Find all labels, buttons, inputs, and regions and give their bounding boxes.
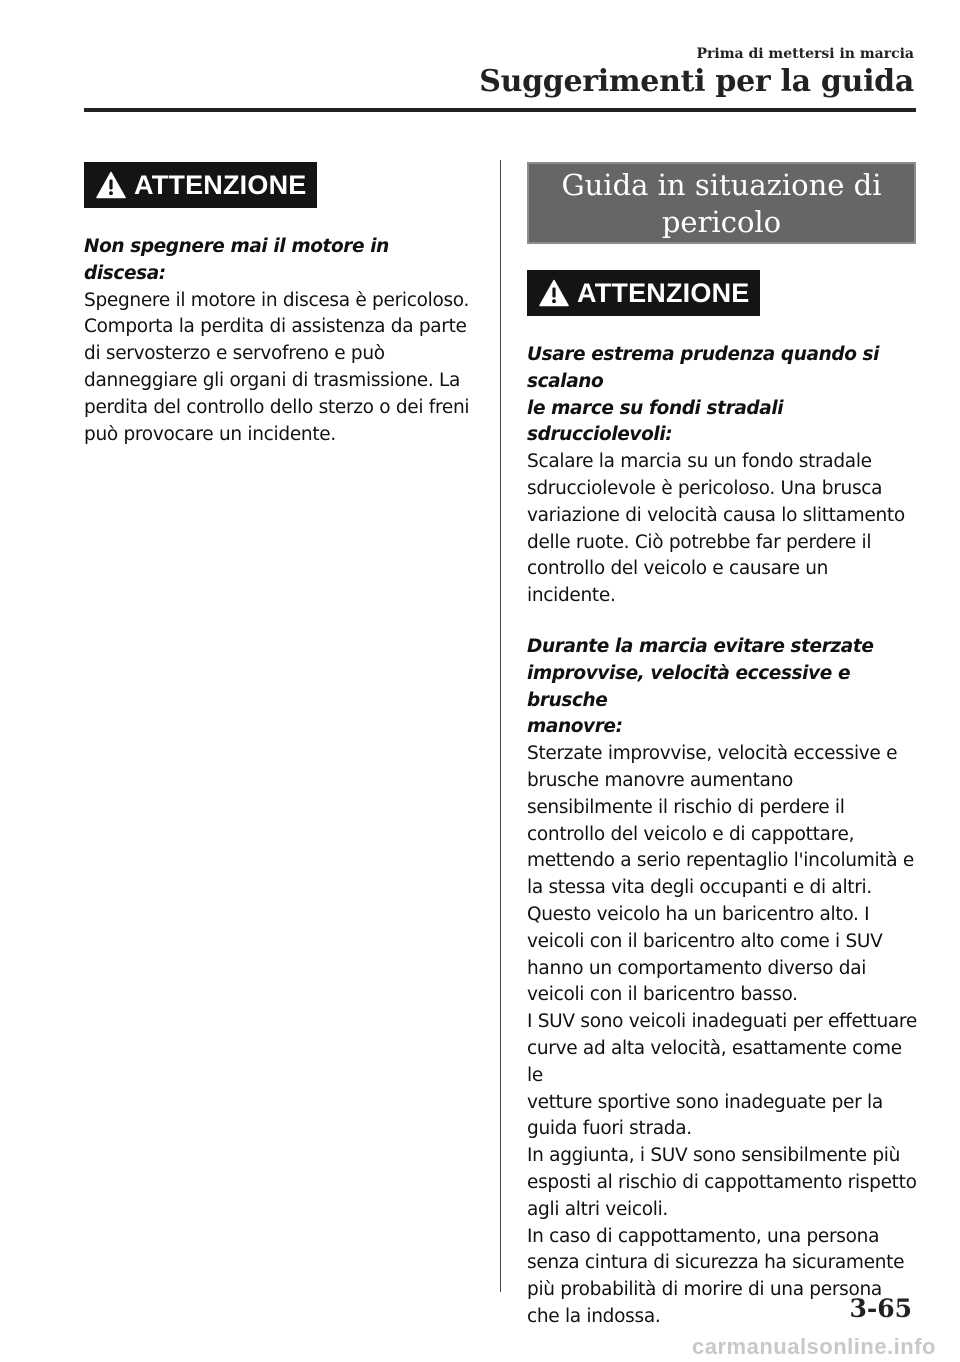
text-line: sensibilmente il rischio di perdere il — [527, 796, 845, 818]
text-line: danneggiare gli organi di trasmissione. La — [84, 369, 461, 391]
running-header-section: Prima di mettersi in marcia — [696, 46, 914, 62]
text-line: di servosterzo e servofreno e può — [84, 343, 385, 365]
text-line: veicoli con il baricentro alto come i SUV — [527, 930, 883, 952]
text-line: Spegnere il motore in discesa è pericoloso. — [84, 289, 470, 311]
text-line: Sterzate improvvise, velocità eccessive e — [527, 743, 898, 765]
text-line: controllo del veicolo e causare un — [527, 558, 829, 580]
warning-title: Non spegnere mai il motore in discesa: — [84, 236, 389, 284]
warning-badge — [84, 162, 317, 208]
section-heading-line: Guida in situazione di — [561, 168, 882, 202]
text-line: incidente. — [527, 585, 616, 607]
warning-triangle-icon — [96, 171, 126, 199]
section-heading — [527, 162, 916, 244]
running-header-title: Suggerimenti per la guida — [479, 64, 914, 99]
warning-triangle-icon — [539, 279, 569, 307]
text-line: veicoli con il baricentro basso. — [527, 984, 798, 1006]
warning-title-line: le marce su fondi stradali sdrucciolevoli: — [527, 397, 784, 446]
text-line: la stessa vita degli occupanti e di altri. — [527, 877, 872, 899]
warning-badge — [527, 270, 760, 316]
text-line: sdrucciolevole è pericoloso. Una brusca — [527, 477, 883, 499]
text-line: guida fuori strada. — [527, 1118, 692, 1140]
left-column — [84, 162, 476, 448]
header-rule — [84, 108, 916, 112]
text-line: delle ruote. Ciò potrebbe far perdere il — [527, 531, 872, 553]
text-line: più probabilità di morire di una persona — [527, 1279, 882, 1301]
text-line: curve ad alta velocità, esattamente come le — [527, 1037, 902, 1086]
text-line: può provocare un incidente. — [84, 423, 336, 445]
text-line: che la indossa. — [527, 1305, 661, 1327]
text-line: vetture sportive sono inadeguate per la — [527, 1091, 883, 1113]
warning-title-line: Usare estrema prudenza quando si scalano — [527, 344, 880, 392]
warning-block-downshift — [527, 342, 919, 610]
page-number: 3-65 — [849, 1294, 912, 1323]
section-heading-line: pericolo — [661, 205, 782, 239]
text-line: In aggiunta, i SUV sono sensibilmente più — [527, 1145, 901, 1167]
text-line: variazione di velocità causa lo slittamento — [527, 504, 905, 526]
column-divider — [500, 160, 501, 1292]
text-line: hanno un comportamento diverso dai — [527, 957, 867, 979]
text-line: brusche manovre aumentano — [527, 769, 794, 791]
right-column — [527, 162, 919, 1331]
text-line: agli altri veicoli. — [527, 1198, 669, 1220]
warning-title-line: manovre: — [527, 716, 623, 738]
text-line: Questo veicolo ha un baricentro alto. I — [527, 903, 870, 925]
warning-title-line: improvvise, velocità eccessive e brusche — [527, 662, 851, 711]
text-line: perdita del controllo dello sterzo o dei freni — [84, 396, 470, 418]
text-line: esposti al rischio di cappottamento rispetto — [527, 1171, 917, 1193]
warning-block-maneuvers — [527, 634, 919, 1331]
watermark: carmanualsonline.info — [692, 1334, 936, 1359]
warning-label: ATTENZIONE — [134, 169, 307, 200]
warning-body — [84, 288, 476, 449]
warning-label: ATTENZIONE — [577, 277, 750, 308]
warning-title-line: Durante la marcia evitare sterzate — [527, 635, 874, 657]
text-line: senza cintura di sicurezza ha sicuramente — [527, 1252, 905, 1274]
text-line: controllo del veicolo e di cappottare, — [527, 823, 855, 845]
text-line: mettendo a serio repentaglio l'incolumità e — [527, 850, 914, 872]
text-line: In caso di cappottamento, una persona — [527, 1225, 880, 1247]
text-line: Comporta la perdita di assistenza da parte — [84, 316, 467, 338]
text-line: I SUV sono veicoli inadeguati per effettuare — [527, 1011, 917, 1033]
text-line: Scalare la marcia su un fondo stradale — [527, 451, 872, 473]
